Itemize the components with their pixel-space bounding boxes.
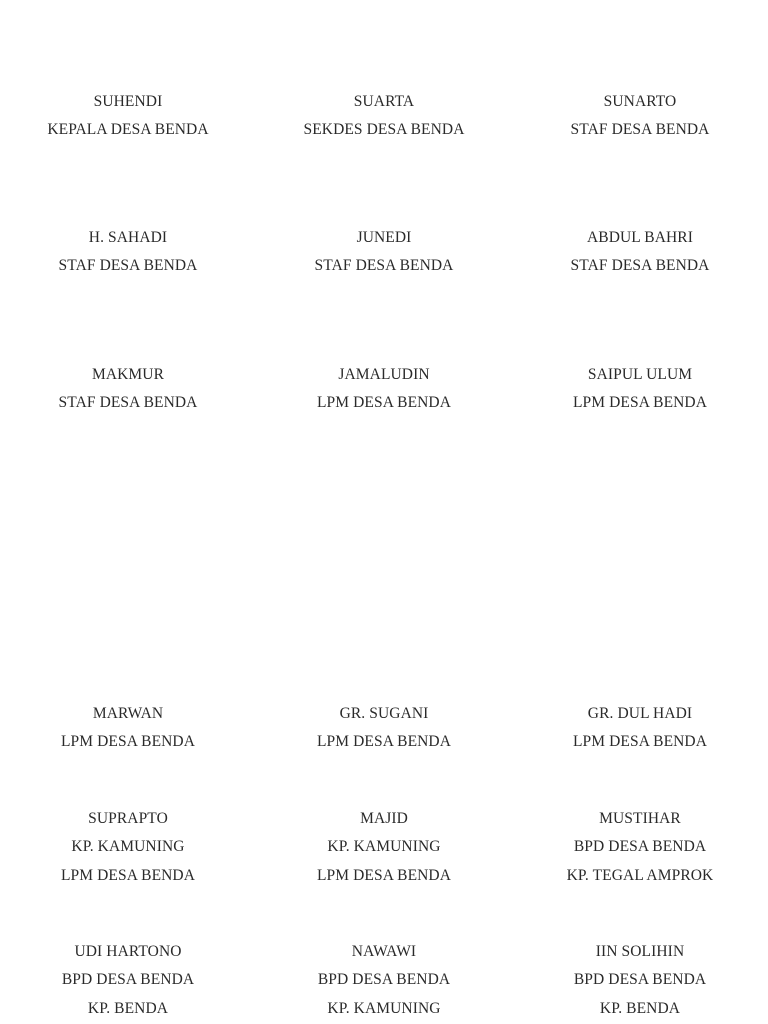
name-entry xyxy=(512,938,768,1023)
entry-position: LPM DESA BENDA xyxy=(316,866,452,884)
entry-name: MUSTIHAR xyxy=(599,810,681,827)
entry-name: SUPRAPTO xyxy=(88,810,168,827)
entry-position: STAF DESA BENDA xyxy=(570,121,710,139)
name-entry xyxy=(256,88,512,145)
entry-location: KP. KAMUNING xyxy=(327,999,441,1017)
entry-position: LPM DESA BENDA xyxy=(316,394,452,412)
entry-position: LPM DESA BENDA xyxy=(60,733,196,751)
entry-name: H. SAHADI xyxy=(88,229,168,246)
name-entry xyxy=(0,805,256,890)
entry-location: KP. KAMUNING xyxy=(327,838,441,856)
entry-position: BPD DESA BENDA xyxy=(317,971,451,989)
entry-location: KP. BENDA xyxy=(87,999,169,1017)
name-entry xyxy=(0,361,256,418)
entry-name: GR. DUL HADI xyxy=(587,705,693,722)
name-entry xyxy=(512,361,768,418)
name-entry xyxy=(512,700,768,757)
entry-position: STAF DESA BENDA xyxy=(314,257,454,275)
entry-name: ABDUL BAHRI xyxy=(586,229,693,246)
entry-name: GR. SUGANI xyxy=(339,705,429,722)
name-entry xyxy=(0,224,256,281)
entry-location: KP. BENDA xyxy=(599,999,681,1017)
entry-name: MAKMUR xyxy=(91,366,165,383)
name-entry xyxy=(256,938,512,1023)
name-entry xyxy=(512,224,768,281)
entry-name: IIN SOLIHIN xyxy=(595,943,685,960)
entry-name: SUHENDI xyxy=(93,93,163,110)
name-entry xyxy=(256,700,512,757)
entry-position: LPM DESA BENDA xyxy=(572,733,708,751)
entry-position: STAF DESA BENDA xyxy=(570,257,710,275)
entry-position: KEPALA DESA BENDA xyxy=(47,121,209,139)
entry-position: LPM DESA BENDA xyxy=(316,733,452,751)
entry-name: UDI HARTONO xyxy=(74,943,182,960)
name-entry xyxy=(0,700,256,757)
entry-position: SEKDES DESA BENDA xyxy=(303,121,465,139)
name-entry xyxy=(256,361,512,418)
name-entry xyxy=(0,938,256,1023)
entry-position: BPD DESA BENDA xyxy=(573,838,707,856)
entry-name: MARWAN xyxy=(92,705,164,722)
name-entry xyxy=(256,805,512,890)
entry-name: SUNARTO xyxy=(603,93,677,110)
entry-name: SAIPUL ULUM xyxy=(587,366,693,383)
entry-location: KP. KAMUNING xyxy=(71,838,185,856)
entry-name: MAJID xyxy=(360,810,408,827)
name-entry xyxy=(256,224,512,281)
entry-position: STAF DESA BENDA xyxy=(58,257,198,275)
entry-name: NAWAWI xyxy=(351,943,417,960)
entry-position: STAF DESA BENDA xyxy=(58,394,198,412)
entry-position: BPD DESA BENDA xyxy=(61,971,195,989)
name-entry xyxy=(512,88,768,145)
entry-location: KP. TEGAL AMPROK xyxy=(566,866,714,884)
entry-position: LPM DESA BENDA xyxy=(60,866,196,884)
entry-name: JUNEDI xyxy=(356,229,412,246)
entry-name: JAMALUDIN xyxy=(338,366,430,383)
name-entry xyxy=(0,88,256,145)
entry-position: LPM DESA BENDA xyxy=(572,394,708,412)
entry-name: SUARTA xyxy=(353,93,415,110)
name-entry xyxy=(512,805,768,890)
entry-position: BPD DESA BENDA xyxy=(573,971,707,989)
